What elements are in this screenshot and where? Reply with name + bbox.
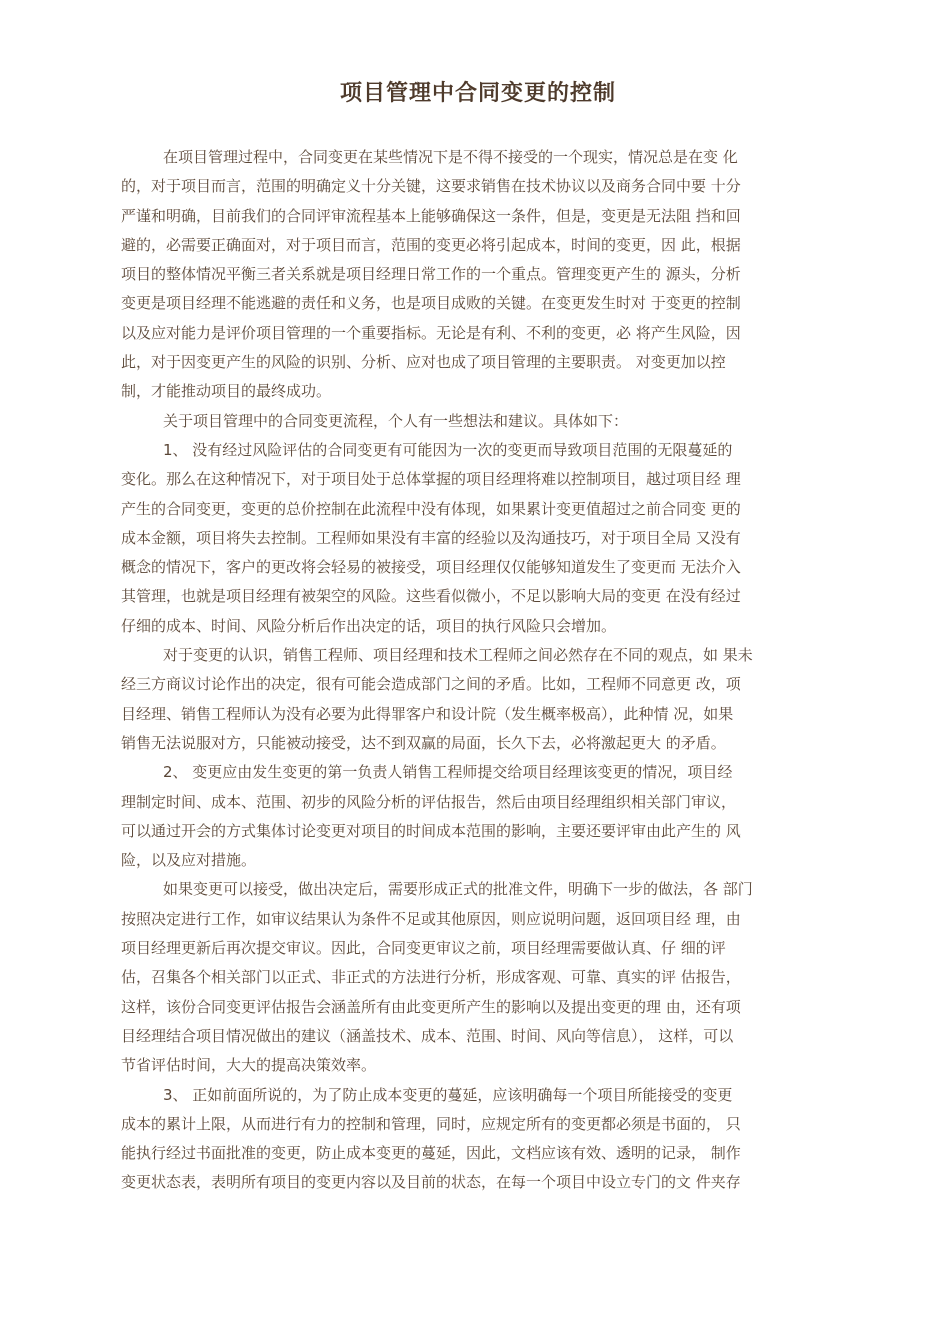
paragraph <box>121 758 835 875</box>
text-line: 1、 没有经过风险评估的合同变更有可能因为一次的变更而导致项目范围的无限蔓延的 <box>163 440 733 459</box>
text-line: 如果变更可以接受，做出决定后，需要形成正式的批准文件，明确下一步的做法，各 部门 <box>163 880 753 899</box>
paragraph <box>121 143 835 407</box>
document-title: 项目管理中合同变更的控制 <box>339 81 616 106</box>
text-line: 此，对于因变更产生的风险的识别、分析、应对也成了项目管理的主要职责。 对变更加以控 <box>121 353 726 372</box>
text-line: 可以通过开会的方式集体讨论变更对项目的时间成本范围的影响，主要还要评审由此产生的 风 <box>121 821 741 840</box>
text-line: 在项目管理过程中，合同变更在某些情况下是不得不接受的一个现实，情况总是在变 化 <box>163 148 738 166</box>
text-line: 成本金额，项目将失去控制。工程师如果没有丰富的经验以及沟通技巧，对于项目全局 又没有 <box>121 528 741 547</box>
text-line: 产生的合同变更，变更的总价控制在此流程中没有体现，如果累计变更值超过之前合同变 更的 <box>121 499 741 518</box>
text-line: 3、 正如前面所说的，为了防止成本变更的蔓延，应该明确每一个项目所能接受的变更 <box>163 1085 733 1104</box>
text-line: 成本的累计上限，从而进行有力的控制和管理，同时，应规定所有的变更都必须是书面的， 只 <box>121 1114 741 1133</box>
text-line: 2、 变更应由发生变更的第一负责人销售工程师提交给项目经理该变更的情况，项目经 <box>163 763 733 782</box>
text-line: 目经理结合项目情况做出的建议（涵盖技术、成本、范围、时间、风向等信息）， 这样，可以 <box>121 1026 734 1045</box>
paragraph <box>121 1081 835 1198</box>
document-body <box>121 143 835 1198</box>
text-line: 能执行经过书面批准的变更，防止成本变更的蔓延，因此，文档应该有效、透明的记录， 制作 <box>121 1144 741 1163</box>
text-line: 避的，必需要正确面对，对于项目而言，范围的变更必将引起成本，时间的变更，因 此，根据 <box>121 235 741 254</box>
text-line: 其管理，也就是项目经理有被架空的风险。这些看似微小，不足以影响大局的变更 在没有经过 <box>121 587 741 606</box>
text-line: 变化。那么在这种情况下，对于项目处于总体掌握的项目经理将难以控制项目，越过项目经 理 <box>121 470 741 489</box>
text-line: 仔细的成本、时间、风险分析后作出决定的话，项目的执行风险只会增加。 <box>121 616 617 635</box>
text-line: 按照决定进行工作，如审议结果认为条件不足或其他原因，则应说明问题，返回项目经 理，由 <box>121 909 741 928</box>
text-line: 的，对于项目而言，范围的明确定义十分关键，这要求销售在技术协议以及商务合同中要 十分 <box>121 177 741 196</box>
document-page <box>121 76 835 1198</box>
text-line: 对于变更的认识，销售工程师、项目经理和技术工程师之间必然存在不同的观点，如 果未 <box>163 646 753 665</box>
text-line: 关于项目管理中的合同变更流程，个人有一些想法和建议。具体如下： <box>163 411 629 430</box>
text-line: 估，召集各个相关部门以正式、非正式的方法进行分析，形成客观、可靠、真实的评 估报告， <box>121 968 741 987</box>
text-line: 项目的整体情况平衡三者关系就是项目经理日常工作的一个重点。管理变更产生的 源头，分析 <box>121 265 741 284</box>
text-line: 经三方商议讨论作出的决定，很有可能会造成部门之间的矛盾。比如，工程师不同意更 改，项 <box>121 675 741 694</box>
text-line: 严谨和明确，目前我们的合同评审流程基本上能够确保这一条件，但是，变更是无法阻 挡和回 <box>121 206 741 225</box>
paragraph <box>121 407 835 436</box>
text-line: 目经理、销售工程师认为没有必要为此得罪客户和设计院（发生概率极高），此种情 况，如果 <box>121 704 734 723</box>
text-line: 险，以及应对措施。 <box>121 851 257 870</box>
text-line: 制，才能推动项目的最终成功。 <box>121 382 332 401</box>
text-line: 节省评估时间，大大的提高决策效率。 <box>121 1056 377 1075</box>
text-line: 以及应对能力是评价项目管理的一个重要指标。无论是有利、不利的变更，必 将产生风险，因 <box>121 323 741 342</box>
paragraph <box>121 875 835 1080</box>
text-line: 变更是项目经理不能逃避的责任和义务，也是项目成败的关键。在变更发生时对 于变更的控制 <box>121 294 741 313</box>
text-line: 这样，该份合同变更评估报告会涵盖所有由此变更所产生的影响以及提出变更的理 由，还有项 <box>121 997 741 1016</box>
paragraph <box>121 641 835 758</box>
text-line: 销售无法说服对方，只能被动接受，达不到双赢的局面，长久下去，必将激起更大 的矛盾。 <box>121 733 726 752</box>
paragraph <box>121 436 835 641</box>
text-line: 变更状态表，表明所有项目的变更内容以及目前的状态，在每一个项目中设立专门的文 件夹存 <box>121 1173 741 1192</box>
text-line: 理制定时间、成本、范围、初步的风险分析的评估报告，然后由项目经理组织相关部门审议， <box>121 792 737 811</box>
text-line: 项目经理更新后再次提交审议。因此，合同变更审议之前，项目经理需要做认真、仔 细的评 <box>121 939 726 958</box>
text-line: 概念的情况下，客户的更改将会轻易的被接受，项目经理仅仅能够知道发生了变更而 无法介入 <box>121 558 741 577</box>
